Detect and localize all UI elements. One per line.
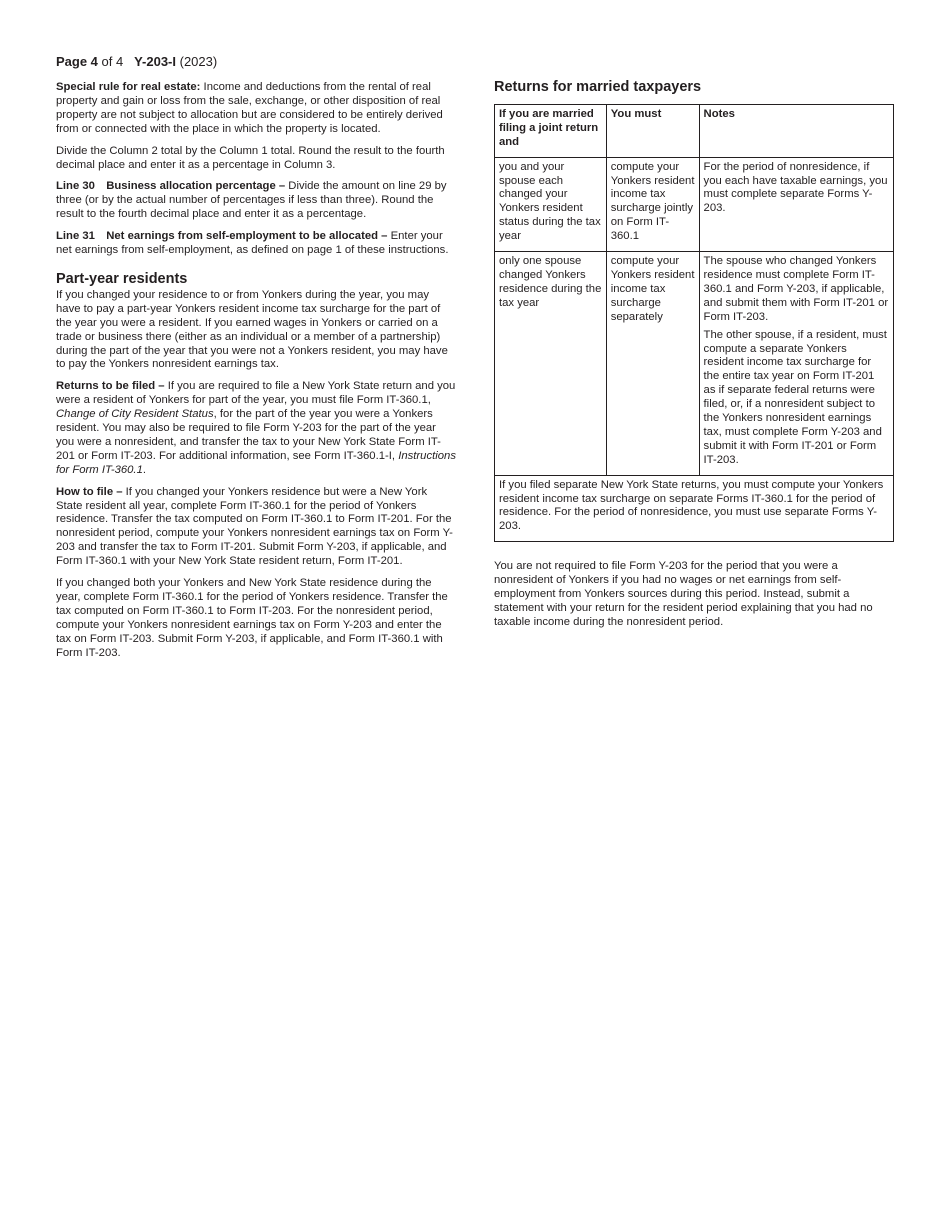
header-cell: Notes xyxy=(699,104,893,157)
returns-filed-paragraph xyxy=(56,380,456,477)
returns-filed-italic1: Change of City Resident Status xyxy=(56,408,214,421)
married-heading: Returns for married taxpayers xyxy=(494,79,702,95)
returns-filed-label: Returns to be filed – xyxy=(56,380,165,393)
line31-text: Enter your net earnings from self-employment, as defined on page 1 of these instructions. xyxy=(56,230,449,257)
notes-paragraph: The spouse who changed Yonkers residence must complete Form IT-360.1 and Form Y-203, if applicable, and submit them with Form IT-201 or Form IT-203. xyxy=(703,255,889,323)
table-cell xyxy=(699,252,893,476)
table-footer-cell: If you filed separate New York State returns, you must compute your Yonkers resident income tax surcharge on separate Forms IT-360.1 for the period of residence. For the period of nonresidence, you must use separate Forms Y-203. xyxy=(495,475,894,542)
special-rule-paragraph xyxy=(56,81,456,137)
how-to-file-paragraph xyxy=(56,486,456,569)
divide-paragraph: Divide the Column 2 total by the Column 1 total. Round the result to the fourth decimal place and enter it as a percentage in Column 3. xyxy=(56,144,445,171)
page-label: Page 4 xyxy=(56,54,98,69)
returns-filed-italic2: Instructions for Form IT-360.1 xyxy=(56,449,456,476)
returns-filed-text2: , for the part of the year you were a Yonkers resident. You may also be required to file Form Y-203 for the part of the year you were a nonresident, and transfer the tax to your New York State Form IT-201 or Form IT-203. For additional information, see Form IT-360.1-I, xyxy=(56,408,441,462)
married-table xyxy=(494,104,894,542)
table-cell: only one spouse changed Yonkers residence during the tax year xyxy=(495,252,607,476)
table-row xyxy=(495,252,894,476)
line31-label: Line 31 Net earnings from self-employment to be allocated – xyxy=(56,230,388,243)
how-to-file-text: If you changed your Yonkers residence but were a New York State resident all year, complete Form IT-360.1 for the period of Yonkers residence. Transfer the tax computed on Form IT-360.1 to Form IT-201. For the nonresident period, compute your Yonkers nonresident earnings tax on Form Y-203 and transfer the tax to Form IT-201. Submit Form Y-203, if applicable, and Form IT-360.1 with your New York State resident return, Form IT-201. xyxy=(56,485,453,568)
special-rule-label: Special rule for real estate: xyxy=(56,81,201,93)
no-file-note: You are not required to file Form Y-203 for the period that you were a nonresident of Yonkers if you had no wages or net earnings from self-employment from Yonkers sources during this period. Instead, submit a statement with your return for the resident period explaining that you had no taxable income during the nonresident period. xyxy=(494,560,873,628)
header-cell: If you are married filing a joint return and xyxy=(495,104,607,157)
line30-text: Divide the amount on line 29 by three (or by the actual number of percentages if less than three). Round the result to the fourth decimal place and enter it as a percentage. xyxy=(56,180,447,221)
line30-label: Line 30 Business allocation percentage – xyxy=(56,180,286,193)
notes-paragraph: The other spouse, if a resident, must compute a separate Yonkers resident income tax surcharge for the entire tax year on Form IT-201 as if separate federal returns were filed, or, if a nonresident subject to the Yonkers nonresident earnings tax, must complete Form Y-203 and submit it with Form IT-201 or Form IT-203. xyxy=(703,328,887,466)
page-of: of 4 xyxy=(101,54,124,69)
right-column xyxy=(494,81,894,638)
table-cell: compute your Yonkers resident income tax surcharge separately xyxy=(606,252,699,476)
table-footer-row xyxy=(495,475,894,542)
how-to-file-label: How to file – xyxy=(56,485,123,498)
both-changed-paragraph: If you changed both your Yonkers and New York State residence during the year, complete Form IT-360.1 for the period of Yonkers residence. Transfer the tax computed on Form IT-360.1 to Form IT-203. For the nonresident period, compute your Yonkers nonresident earnings tax on Form Y-203 and enter the tax on Form IT-203. Submit Form Y-203, if applicable, and Form IT-360.1 with Form IT-203. xyxy=(56,577,448,659)
page-header xyxy=(56,54,217,69)
table-cell: you and your spouse each changed your Yonkers resident status during the tax year xyxy=(495,157,607,251)
left-column xyxy=(56,81,456,669)
returns-filed-text3: . xyxy=(142,463,146,476)
form-year: (2023) xyxy=(179,54,218,69)
table-header-row xyxy=(495,104,894,157)
table-cell: For the period of nonresidence, if you each have taxable earnings, you must complete separate Forms Y-203. xyxy=(699,157,893,251)
part-year-paragraph: If you changed your residence to or from Yonkers during the year, you may have to pay a part-year Yonkers resident income tax surcharge for the part of the year you were a resident. If you earned wages in Yonkers or carried on a trade or business there (either as an individual or a member of a partnership) during the part of the year that you were not a Yonkers resident, you may have to pay the Yonkers nonresident earnings tax. xyxy=(56,288,448,371)
table-row xyxy=(495,157,894,251)
returns-filed-text1: If you are required to file a New York State return and you were a resident of Yonkers for part of the year, you must file Form IT-360.1, xyxy=(56,380,456,407)
form-number: Y-203-I xyxy=(134,54,176,69)
line30-paragraph xyxy=(56,180,456,222)
part-year-heading: Part-year residents xyxy=(56,270,188,287)
special-rule-text: Income and deductions from the rental of real property and gain or loss from the sale, exchange, or other disposition of real property are not subject to allocation but are considered to be entirely derived from or connected with the place in which the property is located. xyxy=(56,81,443,135)
header-cell: You must xyxy=(606,104,699,157)
line31-paragraph xyxy=(56,230,456,258)
table-cell: compute your Yonkers resident income tax surcharge jointly on Form IT-360.1 xyxy=(606,157,699,251)
